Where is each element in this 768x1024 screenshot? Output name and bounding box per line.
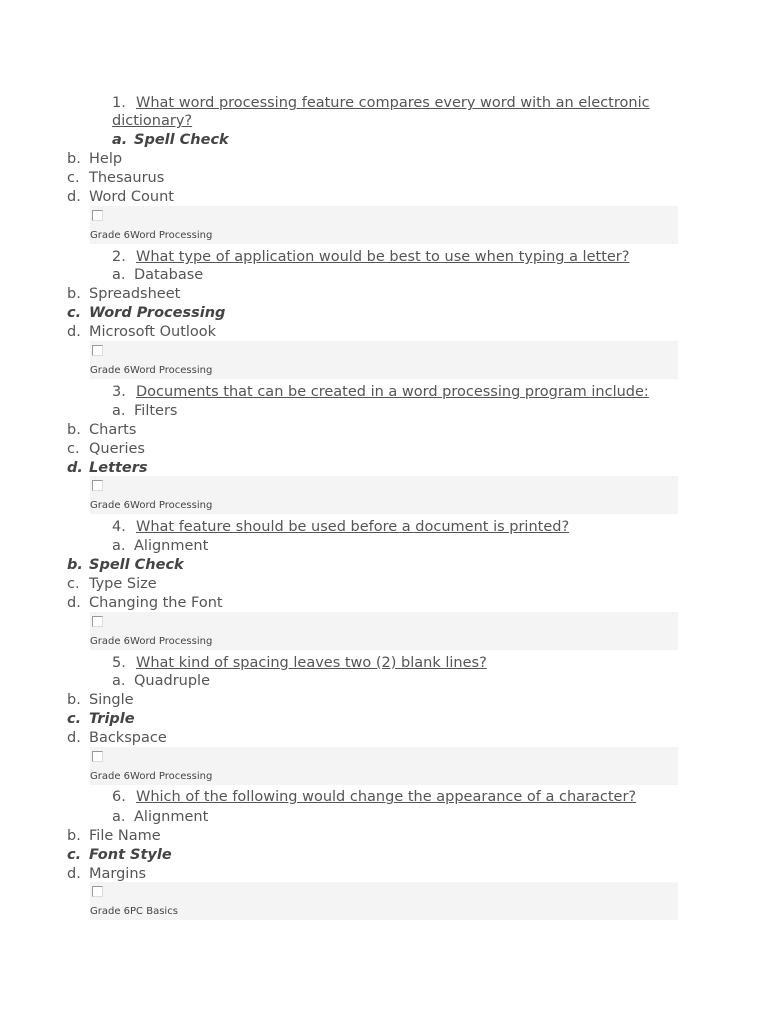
answer-option-c <box>67 304 225 322</box>
select-checkbox[interactable] <box>92 616 103 627</box>
answer-option-c <box>67 846 172 864</box>
option-letter: a. <box>112 267 126 283</box>
select-checkbox[interactable] <box>92 751 103 762</box>
option-text: Backspace <box>89 730 167 746</box>
question-6 <box>112 788 680 806</box>
question-meta-bar <box>90 612 678 650</box>
question-number: 2. <box>112 249 126 265</box>
option-letter: b. <box>67 557 83 573</box>
answer-option-c <box>67 169 164 187</box>
question-link[interactable]: What kind of spacing leaves two (2) blank lines? <box>136 655 487 671</box>
answer-option-d <box>67 594 223 612</box>
answer-option-c <box>67 575 157 593</box>
option-letter: c. <box>67 170 80 186</box>
option-letter: b. <box>67 828 81 844</box>
option-letter: d. <box>67 730 81 746</box>
answer-option-d <box>67 188 174 206</box>
option-text: File Name <box>89 828 161 844</box>
question-number: 5. <box>112 655 126 671</box>
question-1 <box>112 94 680 130</box>
question-meta-bar <box>90 341 678 379</box>
option-text: Database <box>134 267 204 283</box>
category-tag: Grade 6Word Processing <box>90 230 213 241</box>
option-letter: d. <box>67 595 81 611</box>
option-text: Thesaurus <box>89 170 165 186</box>
select-checkbox[interactable] <box>92 345 103 356</box>
answer-option-d <box>67 865 146 883</box>
answer-option-d <box>67 323 216 341</box>
answer-option-b <box>67 556 184 574</box>
option-text: Changing the Font <box>89 595 223 611</box>
answer-option-c <box>67 710 135 728</box>
question-link[interactable]: What word processing feature compares every word with an electronic dictionary? <box>112 95 650 129</box>
option-letter: a. <box>112 538 126 554</box>
question-number: 3. <box>112 384 126 400</box>
option-text: Alignment <box>134 809 209 825</box>
question-3 <box>112 383 680 401</box>
option-letter: c. <box>67 711 82 727</box>
answer-option-b <box>67 691 134 709</box>
question-link[interactable]: What feature should be used before a document is printed? <box>136 519 570 535</box>
option-letter: a. <box>112 809 126 825</box>
option-letter: b. <box>67 286 81 302</box>
question-link[interactable]: Which of the following would change the appearance of a character? <box>136 789 637 805</box>
question-meta-bar <box>90 747 678 785</box>
category-tag: Grade 6Word Processing <box>90 636 213 647</box>
option-text: Spreadsheet <box>89 286 181 302</box>
option-text: Help <box>89 151 123 167</box>
option-text: Font Style <box>89 847 172 863</box>
option-letter: d. <box>67 866 81 882</box>
option-text: Single <box>89 692 134 708</box>
answer-option-b <box>67 827 161 845</box>
answer-option-c <box>67 440 145 458</box>
answer-option-a <box>112 131 229 149</box>
option-text: Spell Check <box>89 557 184 573</box>
option-text: Type Size <box>89 576 157 592</box>
option-letter: c. <box>67 305 82 321</box>
category-tag: Grade 6Word Processing <box>90 365 213 376</box>
option-text: Triple <box>89 711 135 727</box>
option-letter: a. <box>112 403 126 419</box>
option-text: Word Count <box>89 189 174 205</box>
option-letter: c. <box>67 847 82 863</box>
option-letter: c. <box>67 576 80 592</box>
option-letter: c. <box>67 441 80 457</box>
category-tag: Grade 6Word Processing <box>90 500 213 511</box>
question-number: 6. <box>112 789 126 805</box>
answer-option-b <box>67 285 180 303</box>
question-number: 4. <box>112 519 126 535</box>
select-checkbox[interactable] <box>92 886 103 897</box>
option-text: Letters <box>89 460 148 476</box>
answer-option-b <box>67 150 122 168</box>
select-checkbox[interactable] <box>92 210 103 221</box>
option-text: Alignment <box>134 538 209 554</box>
option-text: Quadruple <box>134 673 210 689</box>
option-text: Microsoft Outlook <box>89 324 217 340</box>
option-letter: b. <box>67 422 81 438</box>
answer-option-a <box>112 537 208 555</box>
option-text: Filters <box>134 403 178 419</box>
select-checkbox[interactable] <box>92 480 103 491</box>
option-letter: a. <box>112 132 128 148</box>
option-letter: d. <box>67 324 81 340</box>
option-letter: b. <box>67 151 81 167</box>
option-text: Margins <box>89 866 147 882</box>
option-letter: a. <box>112 673 126 689</box>
option-text: Word Processing <box>89 305 226 321</box>
question-5 <box>112 654 680 672</box>
question-link[interactable]: What type of application would be best to use when typing a letter? <box>136 249 630 265</box>
answer-option-a <box>112 402 177 420</box>
question-2 <box>112 248 680 266</box>
answer-option-a <box>112 672 210 690</box>
question-meta-bar <box>90 206 678 244</box>
question-number: 1. <box>112 95 126 111</box>
option-text: Charts <box>89 422 137 438</box>
answer-option-d <box>67 729 167 747</box>
option-letter: d. <box>67 460 83 476</box>
category-tag: Grade 6Word Processing <box>90 771 213 782</box>
answer-option-a <box>112 266 203 284</box>
category-tag: Grade 6PC Basics <box>90 906 178 917</box>
option-letter: d. <box>67 189 81 205</box>
answer-option-a <box>112 808 208 826</box>
answer-option-d <box>67 459 148 477</box>
question-meta-bar <box>90 882 678 920</box>
answer-option-b <box>67 421 136 439</box>
question-4 <box>112 518 680 536</box>
option-letter: b. <box>67 692 81 708</box>
option-text: Spell Check <box>134 132 229 148</box>
option-text: Queries <box>89 441 145 457</box>
question-link[interactable]: Documents that can be created in a word processing program include: <box>136 384 649 400</box>
question-meta-bar <box>90 476 678 514</box>
